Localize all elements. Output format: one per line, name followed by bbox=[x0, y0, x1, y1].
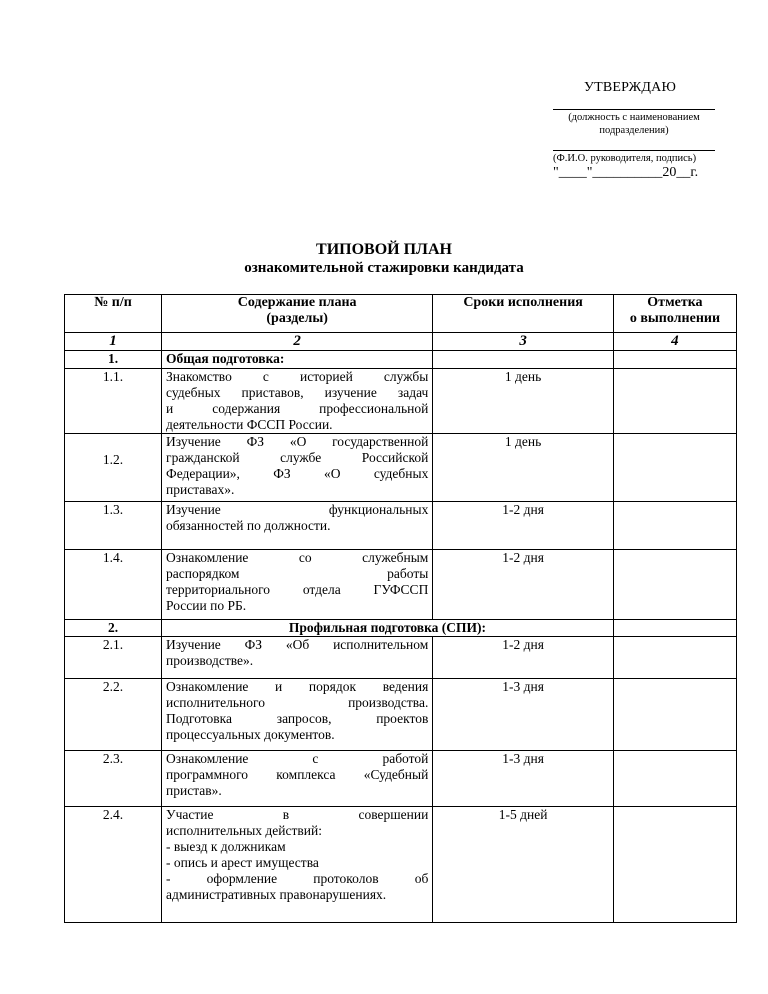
table-row bbox=[65, 751, 737, 807]
row-content: Ознакомление с работой программного комплекса «Судебный пристав». bbox=[162, 751, 433, 807]
table-row bbox=[65, 637, 737, 679]
row-mark bbox=[613, 637, 736, 679]
row-content: Изучение ФЗ «Об исполнительном производстве». bbox=[162, 637, 433, 679]
header-mark: Отметка о выполнении bbox=[613, 295, 736, 333]
date-line: "____"__________20__г. bbox=[553, 165, 699, 180]
name-signature-line bbox=[553, 150, 715, 151]
row-content: Знакомство с историей службы судебных приставов, изучение задач и содержания профессиональной деятельности ФССП России. bbox=[162, 369, 433, 434]
section-row bbox=[65, 351, 737, 369]
row-mark bbox=[613, 502, 736, 550]
empty-cell bbox=[433, 351, 614, 369]
row-number: 2.3. bbox=[65, 751, 162, 807]
row-term: 1-5 дней bbox=[433, 807, 614, 923]
section-title: Профильная подготовка (СПИ): bbox=[162, 620, 614, 637]
table-row bbox=[65, 679, 737, 751]
column-number-row bbox=[65, 333, 737, 351]
row-term: 1-3 дня bbox=[433, 751, 614, 807]
table-row bbox=[65, 369, 737, 434]
row-mark bbox=[613, 550, 736, 620]
section-number: 1. bbox=[65, 351, 162, 369]
row-term: 1-2 дня bbox=[433, 637, 614, 679]
table-row bbox=[65, 502, 737, 550]
row-number: 1.4. bbox=[65, 550, 162, 620]
row-number: 1.3. bbox=[65, 502, 162, 550]
row-mark bbox=[613, 679, 736, 751]
row-term: 1-2 дня bbox=[433, 502, 614, 550]
section-row bbox=[65, 620, 737, 637]
position-signature-line bbox=[553, 109, 715, 110]
column-number: 1 bbox=[65, 333, 162, 351]
name-caption: (Ф.И.О. руководителя, подпись) bbox=[553, 153, 697, 164]
table-row bbox=[65, 550, 737, 620]
section-title: Общая подготовка: bbox=[162, 351, 433, 369]
row-term: 1 день bbox=[433, 434, 614, 502]
row-number: 2.4. bbox=[65, 807, 162, 923]
row-mark bbox=[613, 751, 736, 807]
row-term: 1-2 дня bbox=[433, 550, 614, 620]
header-terms: Сроки исполнения bbox=[433, 295, 614, 333]
row-mark bbox=[613, 434, 736, 502]
header-number: № п/п bbox=[65, 295, 162, 333]
table-row bbox=[65, 434, 737, 502]
row-content: Изучение функциональных обязанностей по должности. bbox=[162, 502, 433, 550]
column-number: 2 bbox=[162, 333, 433, 351]
row-mark bbox=[613, 807, 736, 923]
header-content: Содержание плана (разделы) bbox=[162, 295, 433, 333]
empty-cell bbox=[613, 620, 736, 637]
column-number: 4 bbox=[613, 333, 736, 351]
row-content: Ознакомление и порядок ведения исполнительного производства. Подготовка запросов, проектов процессуальных документов. bbox=[162, 679, 433, 751]
row-term: 1-3 дня bbox=[433, 679, 614, 751]
section-number: 2. bbox=[65, 620, 162, 637]
document-title: ТИПОВОЙ ПЛАН bbox=[316, 241, 452, 258]
row-number: 2.1. bbox=[65, 637, 162, 679]
row-content: Участие в совершении исполнительных действий: - выезд к должникам - опись и арест имущества - оформление протоколов об административных правонарушениях. bbox=[162, 807, 433, 923]
empty-cell bbox=[613, 351, 736, 369]
row-number: 1.1. bbox=[65, 369, 162, 434]
document-subtitle: ознакомительной стажировки кандидата bbox=[244, 260, 524, 276]
table-header-row bbox=[65, 295, 737, 333]
row-number: 2.2. bbox=[65, 679, 162, 751]
row-content: Ознакомление со служебным распорядком работы территориального отдела ГУФССП России по РБ. bbox=[162, 550, 433, 620]
approval-title: УТВЕРЖДАЮ bbox=[584, 80, 677, 95]
row-mark bbox=[613, 369, 736, 434]
row-content: Изучение ФЗ «О государственной гражданской службе Российской Федерации», ФЗ «О судебных приставах». bbox=[162, 434, 433, 502]
position-caption: (должность с наименованием подразделения) bbox=[568, 112, 700, 136]
column-number: 3 bbox=[433, 333, 614, 351]
table-row bbox=[65, 807, 737, 923]
plan-table bbox=[64, 294, 737, 923]
row-number: 1.2. bbox=[65, 434, 162, 502]
row-term: 1 день bbox=[433, 369, 614, 434]
